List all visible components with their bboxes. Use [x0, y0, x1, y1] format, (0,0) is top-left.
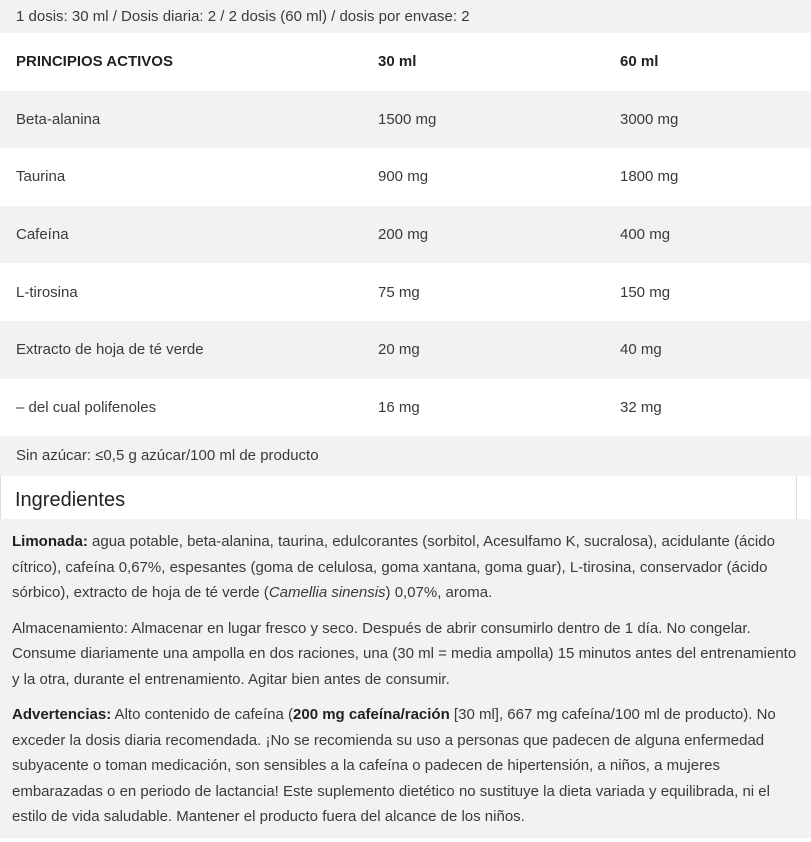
- cell-60ml: 3000 mg: [620, 110, 679, 128]
- table-row: [0, 148, 811, 206]
- table-row: [0, 91, 811, 149]
- cell-60ml: 150 mg: [620, 283, 671, 301]
- table-row: [0, 263, 811, 321]
- cell-ingredient: Beta-alanina: [16, 110, 101, 128]
- cell-30ml: 1500 mg: [378, 110, 437, 128]
- table-row: [0, 379, 811, 437]
- lemonade-species: Camellia sinensis: [268, 584, 386, 602]
- warnings-caffeine-per-serving: 200 mg cafeína/ración: [293, 706, 450, 724]
- warnings-label: Advertencias:: [12, 706, 112, 724]
- table-row: [0, 321, 811, 379]
- cell-30ml: 16 mg: [378, 398, 420, 416]
- cell-60ml: 1800 mg: [620, 168, 679, 186]
- warnings-paragraph: [12, 702, 801, 830]
- nutrition-table: [0, 33, 811, 436]
- cell-30ml: 900 mg: [378, 168, 429, 186]
- cell-30ml: 200 mg: [378, 226, 429, 244]
- column-header-30ml: 30 ml: [378, 53, 417, 71]
- column-header-60ml: 60 ml: [620, 53, 659, 71]
- lemonade-paragraph: [12, 529, 801, 606]
- cell-ingredient: – del cual polifenoles: [16, 398, 157, 416]
- ingredients-heading: Ingredientes: [0, 476, 797, 519]
- ingredients-box: [0, 519, 811, 838]
- cell-ingredient: Extracto de hoja de té verde: [16, 341, 204, 359]
- cell-ingredient: L-tirosina: [16, 283, 78, 301]
- cell-30ml: 75 mg: [378, 283, 420, 301]
- dose-info-line: 1 dosis: 30 ml / Dosis diaria: 2 / 2 dosis (60 ml) / dosis por envase: 2: [0, 0, 811, 33]
- cell-30ml: 20 mg: [378, 341, 420, 359]
- lemonade-text: agua potable, beta-alanina, taurina, edulcorantes (sorbitol, Acesulfamo K, sucralosa), acidulante (ácido cítrico), cafeína 0,67%, espesantes (goma de celulosa, goma xantana, goma guar), L-tirosina, conservador (ácido sórbico), extracto de hoja de té verde (: [12, 533, 775, 602]
- lemonade-label: Limonada:: [12, 533, 88, 551]
- warnings-text: Alto contenido de cafeína (: [111, 706, 294, 724]
- lemonade-text-end: ) 0,07%, aroma.: [385, 584, 493, 602]
- sugar-info-line: Sin azúcar: ≤0,5 g azúcar/100 ml de producto: [0, 436, 811, 476]
- cell-ingredient: Cafeína: [16, 226, 69, 244]
- warnings-text-end: [30 ml], 667 mg cafeína/100 ml de producto). No exceder la dosis diaria recomendada. ¡No se recomienda su uso a personas que padecen de alguna enfermedad subyacente o toman medicación, son sensibles a la cafeína o padecen de hipertensión, a niños, a mujeres embarazadas o en periodo de lactancia! Este suplemento dietético no sustituye la dieta variada y equilibrada, ni el estilo de vida saludable. Mantener el producto fuera del alcance de los niños.: [12, 706, 776, 826]
- cell-ingredient: Taurina: [16, 168, 66, 186]
- cell-60ml: 400 mg: [620, 226, 671, 244]
- storage-paragraph: Almacenamiento: Almacenar en lugar fresco y seco. Después de abrir consumirlo dentro de 1 día. No congelar. Consume diariamente una ampolla en dos raciones, una (30 ml = media ampolla) 15 minutos antes del entrenamiento y la otra, durante el entrenamiento. Agitar bien antes de consumir.: [12, 619, 797, 688]
- cell-60ml: 40 mg: [620, 341, 662, 359]
- table-header-row: [0, 33, 811, 91]
- column-header-active-ingredients: PRINCIPIOS ACTIVOS: [16, 53, 173, 71]
- table-row: [0, 206, 811, 264]
- cell-60ml: 32 mg: [620, 398, 662, 416]
